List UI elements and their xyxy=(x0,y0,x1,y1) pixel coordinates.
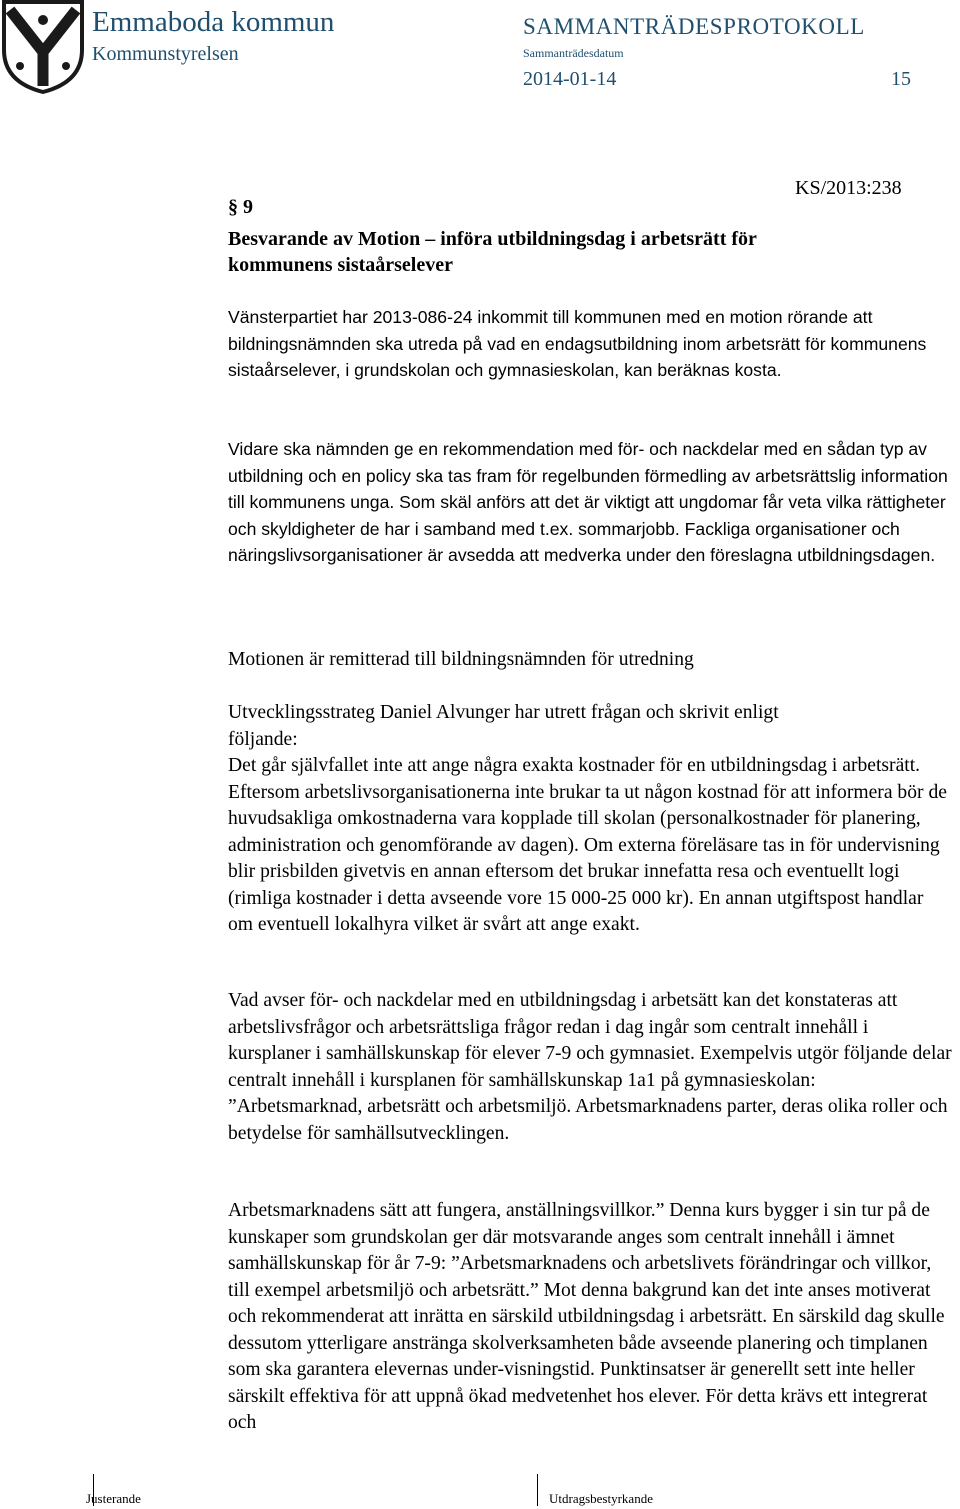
paragraph-remittance: Motionen är remitterad till bildningsnämnden för utredning xyxy=(228,649,694,670)
section-title: Besvarande av Motion – införa utbildningsdag i arbetsrätt för kommunens sistaårselever xyxy=(228,228,757,276)
meeting-date-label: Sammanträdesdatum xyxy=(523,46,624,60)
meeting-date: 2014-01-14 xyxy=(523,68,617,90)
paragraph-pros-cons: Vad avser för- och nackdelar med en utbildningsdag i arbetsätt kan det konstateras att arbetslivsfrågor och arbetsrättsliga frågor redan i dag ingår som centralt innehåll i kursplaner i samhällskunskap för elever 7-9 och gymnasiet. Exempelvis utgör följande delar centralt innehåll i kursplanen för samhällskunskap 1a1 på gymnasieskolan: ”Arbetsmarknad, arbetsrätt och arbetsmiljö. Arbetsmarknadens parter, deras olika roller och betydelse för samhällsutvecklingen. xyxy=(228,990,952,1144)
utdragsbestyrkande-divider xyxy=(537,1474,538,1506)
utdragsbestyrkande-label: Utdragsbestyrkande xyxy=(549,1491,653,1506)
investigation-intro-line: Utvecklingsstrateg Daniel Alvunger har utrett frågan och skrivit enligt xyxy=(228,702,779,723)
organization-unit: Kommunstyrelsen xyxy=(92,43,239,65)
paragraph-motion-intro: Vänsterpartiet har 2013-086-24 inkommit till kommunen med en motion rörande att bildningsnämnden ska utreda på vad en endagsutbildning inom arbetsrätt för kommunens sistaårselever, i grundskolan och gymnasieskolan, kan beräknas kosta. xyxy=(228,307,927,380)
investigation-text: Det går självfallet inte att ange några exakta kostnader för en utbildningsdag i arbetsrätt. Eftersom arbetslivsorganisationerna inte brukar ta ut någon kostnad för att informera bör de huvudsakliga omkostnaderna vara kopplade till skolan (personalkostnader för planering, administration och genomförande av dagen). Om externa föreläsare tas in för undervisning blir prisbilden givetvis en annan eftersom det brukar innefatta resa och eventuellt logi (rimliga kostnader i detta avseende vore 15 000-25 000 kr). En annan utgiftspost handlar om eventuell lokalhyra vilket är svårt att ange exakt. xyxy=(228,755,947,935)
document-title: SAMMANTRÄDESPROTOKOLL xyxy=(523,14,865,39)
coat-of-arms-icon xyxy=(0,0,86,94)
paragraph-motion-details: Vidare ska nämnden ge en rekommendation med för- och nackdelar med en sådan typ av utbildning och en policy ska tas fram för regelbunden förmedling av arbetsrättslig information till kommunens unga. Som skäl anförs att det är viktigt att ungdomar får veta vilka rättigheter och skyldigheter de har i samband med t.ex. sommarjobb. Fackliga organisationer och näringslivsorganisationer är avsedda att medverka under den föreslagna utbildningsdagen. xyxy=(228,439,948,565)
organization-name: Emmaboda kommun xyxy=(92,6,335,38)
section-number: § 9 xyxy=(228,196,253,218)
paragraph-investigation xyxy=(228,700,953,939)
investigation-intro-line: följande: xyxy=(228,728,298,750)
paragraph-curriculum: Arbetsmarknadens sätt att fungera, anställningsvillkor.” Denna kurs bygger i sin tur på de kunskaper som grundskolan ger där motsvarande anges som centralt innehåll i ämnet samhällskunskap för år 7-9: ”Arbetsmarknadens och arbetslivets förändringar och villkor, till exempel arbetsmiljö och arbetsrätt.” Mot denna bakgrund kan det inte anses motiverat och rekommenderat att inrätta en särskild utbildningsdag i arbetsrätt. En särskild dag skulle dessutom ytterligare anstränga skolverksamheten både avseende planering och timplanen som ska garantera elevernas under-visningstid. Punktinsatser är generellt sett inte heller särskilt effektiva för att uppnå ökad medvetenhet hos elever. För detta krävs ett integrerat och xyxy=(228,1200,945,1433)
page-number: 15 xyxy=(891,68,911,90)
municipality-logo xyxy=(0,0,86,94)
justerande-label: Justerande xyxy=(86,1491,141,1506)
case-reference: KS/2013:238 xyxy=(795,177,902,199)
